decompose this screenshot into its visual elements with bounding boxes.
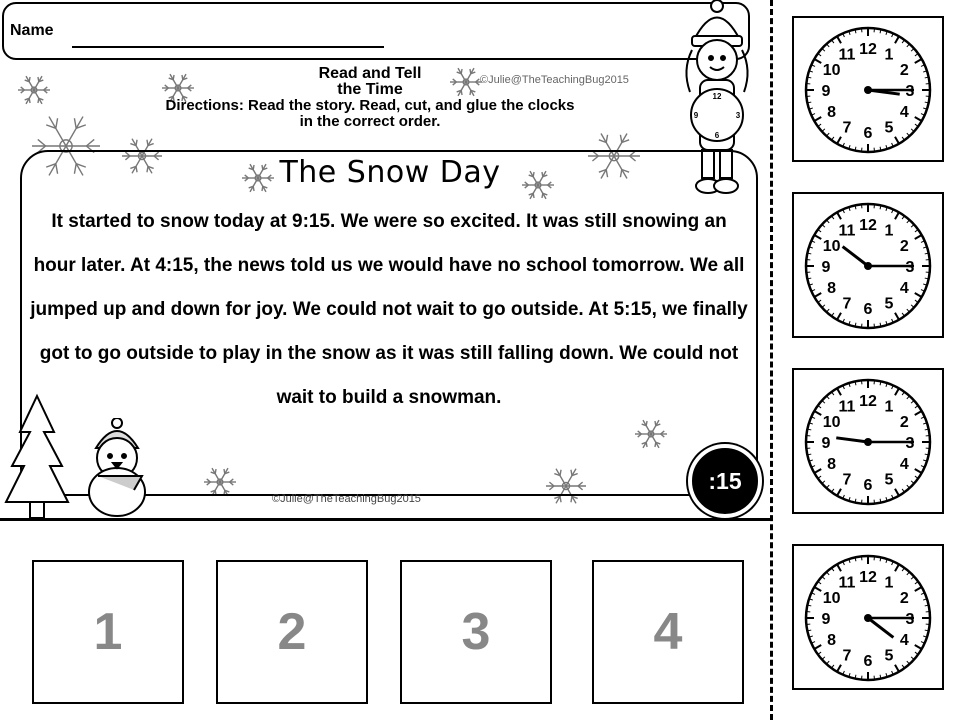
directions-line-2: in the correct order.	[299, 113, 441, 130]
clock-number: 10	[822, 414, 841, 431]
clock-number: 7	[842, 295, 852, 313]
clock-number: 6	[863, 301, 873, 318]
copyright-watermark: ©Julie@TheTeachingBug2015	[272, 493, 421, 505]
clock-number: 10	[822, 590, 841, 607]
clock-number: 6	[863, 125, 873, 142]
clock-number: 10	[822, 62, 841, 79]
clock-number: 11	[838, 222, 856, 240]
clock-number: 11	[838, 398, 856, 416]
clock-number: 7	[842, 471, 852, 489]
clock-number: 4	[899, 632, 909, 649]
clock-number: 3	[905, 83, 915, 100]
clock-number: 6	[863, 653, 873, 670]
girl-clock-number: 12	[712, 92, 722, 101]
clock-face-icon	[794, 370, 942, 512]
clock-number: 9	[821, 435, 831, 452]
clock-number: 6	[863, 477, 873, 494]
clock-number: 8	[827, 632, 837, 649]
clock-number: 4	[899, 280, 909, 297]
clock-number: 11	[838, 574, 856, 592]
cut-line-horizontal	[0, 518, 770, 521]
story-title: The Snow Day	[279, 155, 501, 190]
clock-number: 12	[859, 393, 877, 410]
clock-number: 5	[884, 119, 894, 137]
clock-number: 1	[884, 46, 894, 64]
clock-number: 3	[905, 611, 915, 628]
story-text: It started to snow today at 9:15. We were so excited. It was still snowing an hour later. At 4:15, the news told us we would have no school tomorrow. We all jumped up and down for joy. We could not wait to go outside. At 5:15, we finally got to go outside to play in the snow as it was still falling down. We could not wait to build a snowman.	[30, 211, 748, 408]
clock-card-1[interactable]	[792, 16, 944, 162]
clock-number: 10	[822, 238, 841, 255]
clock-card-4[interactable]	[792, 544, 944, 690]
clock-number: 9	[821, 259, 831, 276]
clock-number: 9	[821, 611, 831, 628]
clock-number: 9	[821, 83, 831, 100]
clock-number: 5	[884, 647, 894, 665]
snowflake-icon	[18, 76, 50, 104]
fifteen-minute-badge: :15	[688, 444, 762, 518]
girl-clock-number: 9	[693, 111, 699, 120]
clock-number: 12	[859, 569, 877, 586]
glue-slot-4[interactable]: 4	[592, 560, 744, 704]
clock-number: 8	[827, 280, 837, 297]
clock-number: 5	[884, 295, 894, 313]
clock-face-icon	[794, 194, 942, 336]
name-label: Name	[10, 22, 54, 39]
clock-number: 2	[899, 590, 909, 607]
glue-slot-3[interactable]: 3	[400, 560, 552, 704]
clock-face-icon	[794, 18, 942, 160]
clock-number: 1	[884, 398, 894, 416]
worksheet-subtitle: the Time	[337, 81, 403, 98]
clock-number: 1	[884, 574, 894, 592]
clock-number: 7	[842, 647, 852, 665]
clock-number: 12	[859, 41, 877, 58]
clock-number: 5	[884, 471, 894, 489]
name-box	[2, 2, 750, 60]
girl-clock-number: 3	[735, 111, 741, 120]
clock-number: 3	[905, 259, 915, 276]
clock-number: 4	[899, 456, 909, 473]
copyright-watermark: ©Julie@TheTeachingBug2015	[480, 74, 629, 86]
clock-number: 8	[827, 456, 837, 473]
clock-card-2[interactable]	[792, 192, 944, 338]
glue-slot-1[interactable]: 1	[32, 560, 184, 704]
clock-number: 4	[899, 104, 909, 121]
directions-line-1: Directions: Read the story. Read, cut, and glue the clocks	[165, 97, 575, 114]
clock-card-3[interactable]	[792, 368, 944, 514]
clock-number: 12	[859, 217, 877, 234]
clock-number: 3	[905, 435, 915, 452]
clock-number: 2	[899, 414, 909, 431]
cut-line-vertical	[770, 0, 773, 720]
clock-number: 11	[838, 46, 856, 64]
clock-number: 2	[899, 62, 909, 79]
clock-face-icon	[794, 546, 942, 688]
glue-slot-2[interactable]: 2	[216, 560, 368, 704]
name-line[interactable]	[72, 46, 384, 48]
clock-number: 1	[884, 222, 894, 240]
clock-number: 7	[842, 119, 852, 137]
girl-clock-number: 6	[714, 131, 720, 140]
clock-number: 2	[899, 238, 909, 255]
snowy-tree-clipart	[2, 392, 72, 522]
penguin-clipart	[72, 418, 162, 518]
worksheet-title: Read and Tell	[318, 65, 422, 82]
clock-number: 8	[827, 104, 837, 121]
